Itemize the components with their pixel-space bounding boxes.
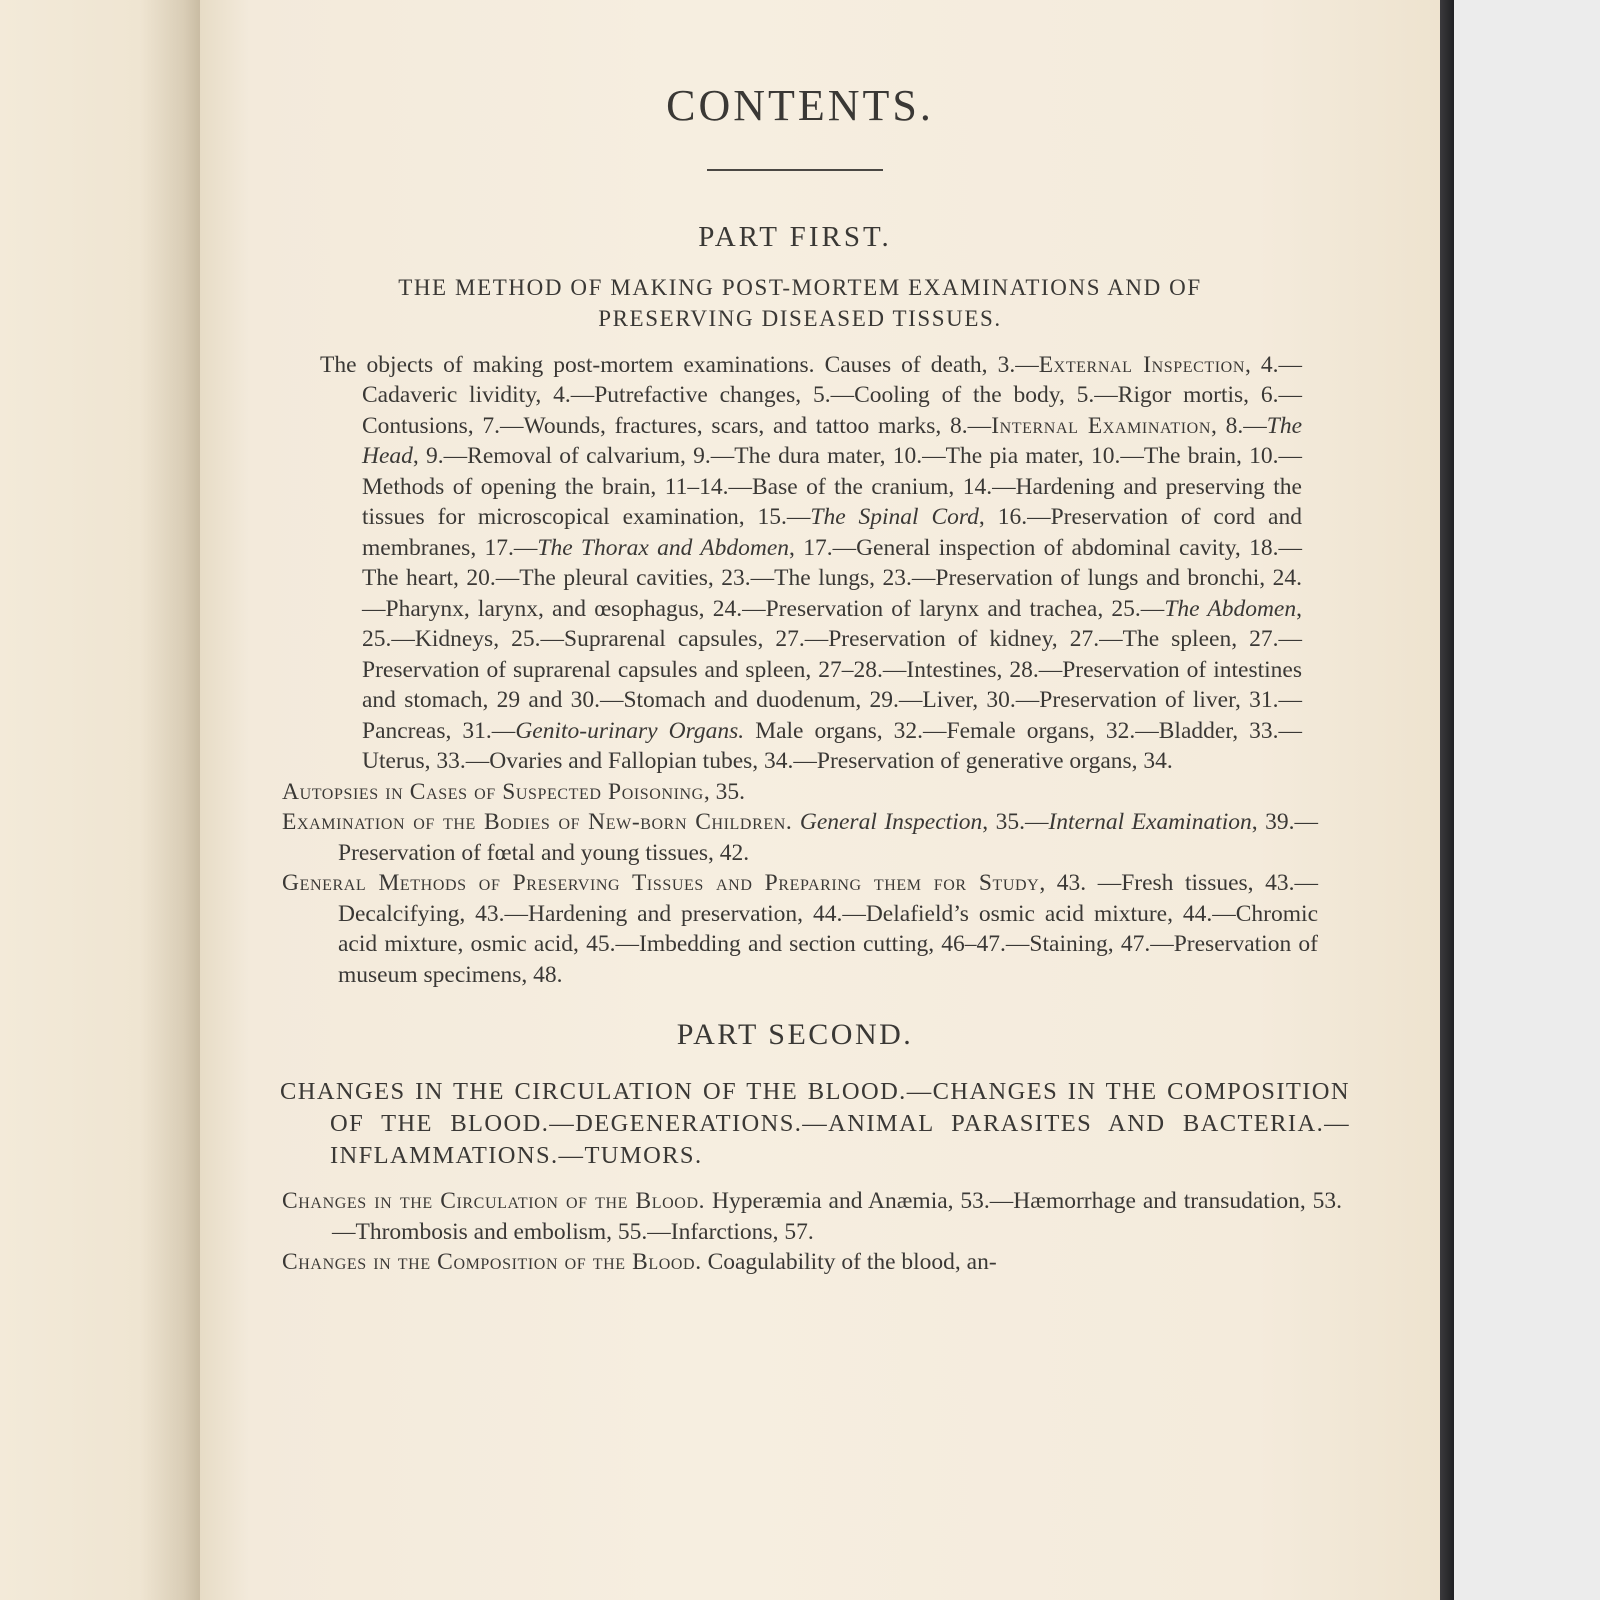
entry-subsection: Genito-urinary Organs. [515, 717, 745, 744]
entry-section-heading: External Inspection [1038, 351, 1245, 378]
title-rule [707, 169, 883, 171]
entry-text: , 17.—General inspection of abdominal cavity, 18.—The heart, 20.—The pleural cavities, 23.—The lungs, 23.—Preservation of lungs and bronchi, 24.—Pharynx, larynx, and œsophagus, 24.—Preservation of larynx and trachea, 25.— [362, 534, 1302, 622]
entry-subsection: The Spinal Cord [810, 504, 979, 530]
facing-page [0, 0, 200, 1600]
entry-text: , 35. [703, 778, 745, 805]
part-second-heading: CHANGES IN THE CIRCULATION OF THE BLOOD.—CHANGES IN THE COMPOSITION OF THE BLOOD.—DEGENERATIONS.—ANIMAL PARASITES AND BACTERIA.—INFLAMMATIONS.—TUMORS. [280, 1078, 1350, 1169]
entry-text: , 25.—Kidneys, 25.—Suprarenal capsules, 27.—Preservation of kidney, 27.—The spleen, 27.—Preservation of suprarenal capsules and spleen, 27–28.—Intestines, 28.—Preservation of intestines and stomach, 29 and 30.—Stomach and duodenum, 29.—Liver, 30.—Preservation of liver, 31.—Pancreas, 31.— [362, 595, 1302, 744]
entry-section-heading: Examination of the Bodies of New-born Children. [282, 809, 793, 835]
entry-section-heading: Changes in the Composition of the Blood. [282, 1249, 702, 1275]
entry-section-heading: Changes in the Circulation of the Blood. [282, 1188, 706, 1214]
toc-entry-circulation [280, 1186, 1342, 1247]
entry-text: , 8.— [1211, 412, 1267, 439]
part-first-heading [310, 272, 1290, 334]
part-first-heading-line1: THE METHOD OF MAKING POST-MORTEM EXAMINATIONS AND OF [398, 274, 1202, 300]
entry-text: , 35.— [982, 809, 1049, 835]
toc-entry-preserving-tissues [280, 868, 1318, 990]
entry-text: , 43. —Fresh tissues, 43.—Decalcifying, 43.—Hardening and preservation, 44.—Delafield’s osmic acid mixture, 44.—Chromic acid mixture, osmic acid, 45.—Imbedding and section cutting, 46–47.—Staining, 47.—Preservation of museum specimens, 48. [338, 870, 1318, 988]
entry-text: , 9.—Removal of calvarium, 9.—The dura mater, 10.—The pia mater, 10.—The brain, 10.—Methods of opening the brain, 11–14.—Base of the cranium, 14.—Hardening and preserving the tissues for microscopical examination, 15.— [362, 443, 1302, 530]
entry-text: , 4.—Cadaveric lividity, 4.—Putrefactive changes, 5.—Cooling of the body, 5.—Rigor mortis, 6.—Contusions, 7.—Wounds, fractures, scars, and tattoo marks, 8.— [362, 351, 1303, 439]
entry-section-heading: Autopsies in Cases of Suspected Poisoning [282, 778, 704, 805]
entry-text: Hyperæmia and Anæmia, 53.—Hæmorrhage and transudation, 53.—Thrombosis and embolism, 55.—Infarctions, 57. [332, 1188, 1342, 1245]
page-title: CONTENTS. [666, 81, 934, 130]
part-first-label: PART FIRST. [698, 220, 892, 253]
entry-text: Coagulability of the blood, an- [701, 1249, 997, 1275]
book-cover-edge [1440, 0, 1454, 1600]
entry-subsection: The Abdomen [1164, 595, 1297, 622]
contents-text [280, 70, 1350, 1278]
toc-entry-suspected-poisoning [280, 777, 1318, 808]
entry-subsection: The Thorax and Abdomen [537, 534, 790, 561]
entry-subsection: General Inspection [799, 809, 983, 835]
part-first-heading-line2: PRESERVING DISEASED TISSUES. [598, 305, 1002, 331]
entry-section-heading: Internal Examination [991, 412, 1211, 439]
entry-section-heading: General Methods of Preserving Tissues and Preparing them for Study [282, 870, 1040, 896]
entry-subsection: The Head [362, 412, 1303, 469]
part-second-label: PART SECOND. [676, 1018, 914, 1051]
entry-text: The objects of making post-mortem examinations. Causes of death, 3.— [320, 351, 1039, 378]
toc-entry-new-born-children [280, 807, 1318, 868]
toc-entry-post-mortem-method [280, 350, 1302, 777]
toc-entry-composition [280, 1247, 1342, 1278]
entry-subsection: Internal Examination [1048, 809, 1252, 835]
background-surface [1454, 0, 1600, 1600]
entry-text: Male organs, 32.—Female organs, 32.—Bladder, 33.—Uterus, 33.—Ovaries and Fallopian tubes, 34.—Preservation of generative organs, 34. [362, 717, 1302, 774]
entry-text: , 39.—Preservation of fœtal and young tissues, 42. [338, 809, 1318, 866]
entry-text: , 16.—Preservation of cord and membranes, 17.— [362, 504, 1302, 561]
